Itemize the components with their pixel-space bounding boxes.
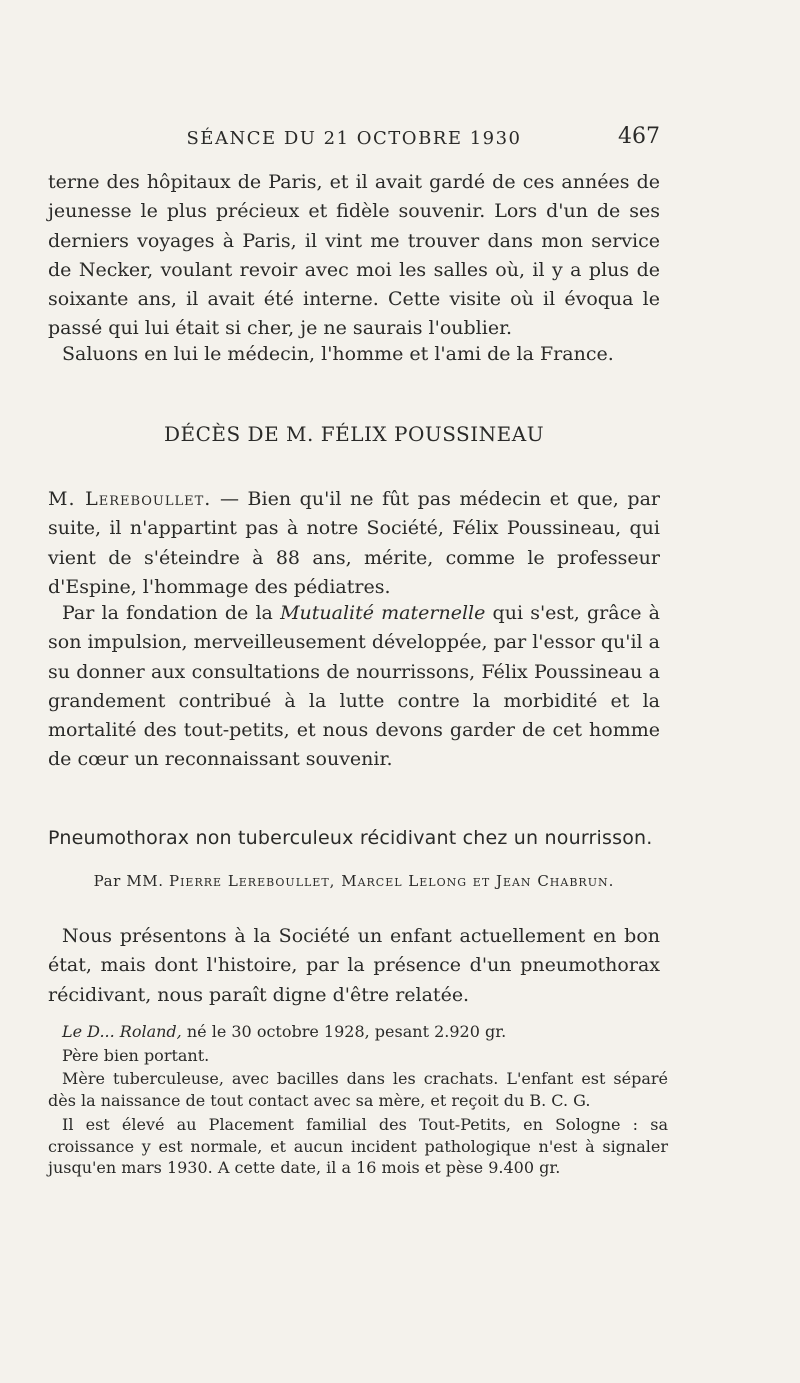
speaker-name: M. Lereboullet.	[48, 488, 212, 510]
running-title: SÉANCE DU 21 OCTOBRE 1930	[186, 128, 522, 149]
previous-article-closing: Saluons en lui le médecin, l'homme et l'ami de la France.	[62, 343, 614, 365]
case-line-text: né le 30 octobre 1928, pesant 2.920 gr.	[181, 1022, 507, 1041]
deces-paragraph-2	[48, 599, 660, 775]
authors-line	[48, 872, 660, 890]
pneumo-intro: Nous présentons à la Société un enfant actuellement en bon état, mais dont l'histoire, par la présence d'un pneumothorax récidivant, nous paraît digne d'être relatée.	[48, 925, 660, 1006]
previous-article-paragraph: terne des hôpitaux de Paris, et il avait gardé de ces années de jeunesse le plus précieux et fidèle souvenir. Lors d'un de ses derniers voyages à Paris, il vint me trouver dans mon service de Necker, voulant revoir avec moi les salles où, il y a plus de soixante ans, il avait été interne. Cette visite où il évoqua le passé qui lui était si cher, je ne saurais l'oublier.	[48, 171, 660, 340]
deces-section-title: DÉCÈS DE M. FÉLIX POUSSINEAU	[163, 422, 545, 446]
pneumo-section-title: Pneumothorax non tuberculeux récidivant chez un nourrisson.	[48, 827, 653, 849]
placement-paragraph: Il est élevé au Placement familial des Tout-Petits, en Sologne : sa croissance y est normale, et aucun incident pathologique n'est à signaler jusqu'en mars 1930. A cette date, il a 16 mois et pèse 9.400 gr.	[48, 1115, 668, 1177]
case-name: Le D... Roland,	[62, 1022, 182, 1041]
mutualite-maternelle: Mutualité maternelle	[280, 602, 486, 624]
authors-names: Pierre Lereboullet, Marcel Lelong et Jean Chabrun.	[168, 872, 615, 890]
deces-paragraph-1	[48, 485, 660, 602]
deces-paragraph-2-start: Par la fondation de la	[62, 602, 281, 624]
deces-paragraph-2-text: qui s'est, grâce à son impulsion, merveilleusement développée, par l'essor qu'il a su donner aux consultations de nourrissons, Félix Poussineau a grandement contribué à la lutte contre la morbidité et la mortalité des tout-petits, et nous devons garder de cet homme de cœur un reconnaissant souvenir.	[48, 602, 660, 771]
page-number: 467	[618, 124, 660, 149]
mother-paragraph: Mère tuberculeuse, avec bacilles dans les crachats. L'enfant est séparé dès la naissance de tout contact avec sa mère, et reçoit du B. C. G.	[48, 1069, 668, 1110]
case-line	[48, 1021, 668, 1043]
running-head	[48, 122, 660, 156]
deces-paragraph-1-text: — Bien qu'il ne fût pas médecin et que, par suite, il n'appartint pas à notre Société, Félix Poussineau, qui vient de s'éteindre à 88 ans, mérite, comme le professeur d'Espine, l'hommage des pédiatres.	[48, 488, 661, 598]
father-line: Père bien portant.	[62, 1046, 210, 1065]
authors-prefix: Par MM.	[93, 872, 169, 890]
